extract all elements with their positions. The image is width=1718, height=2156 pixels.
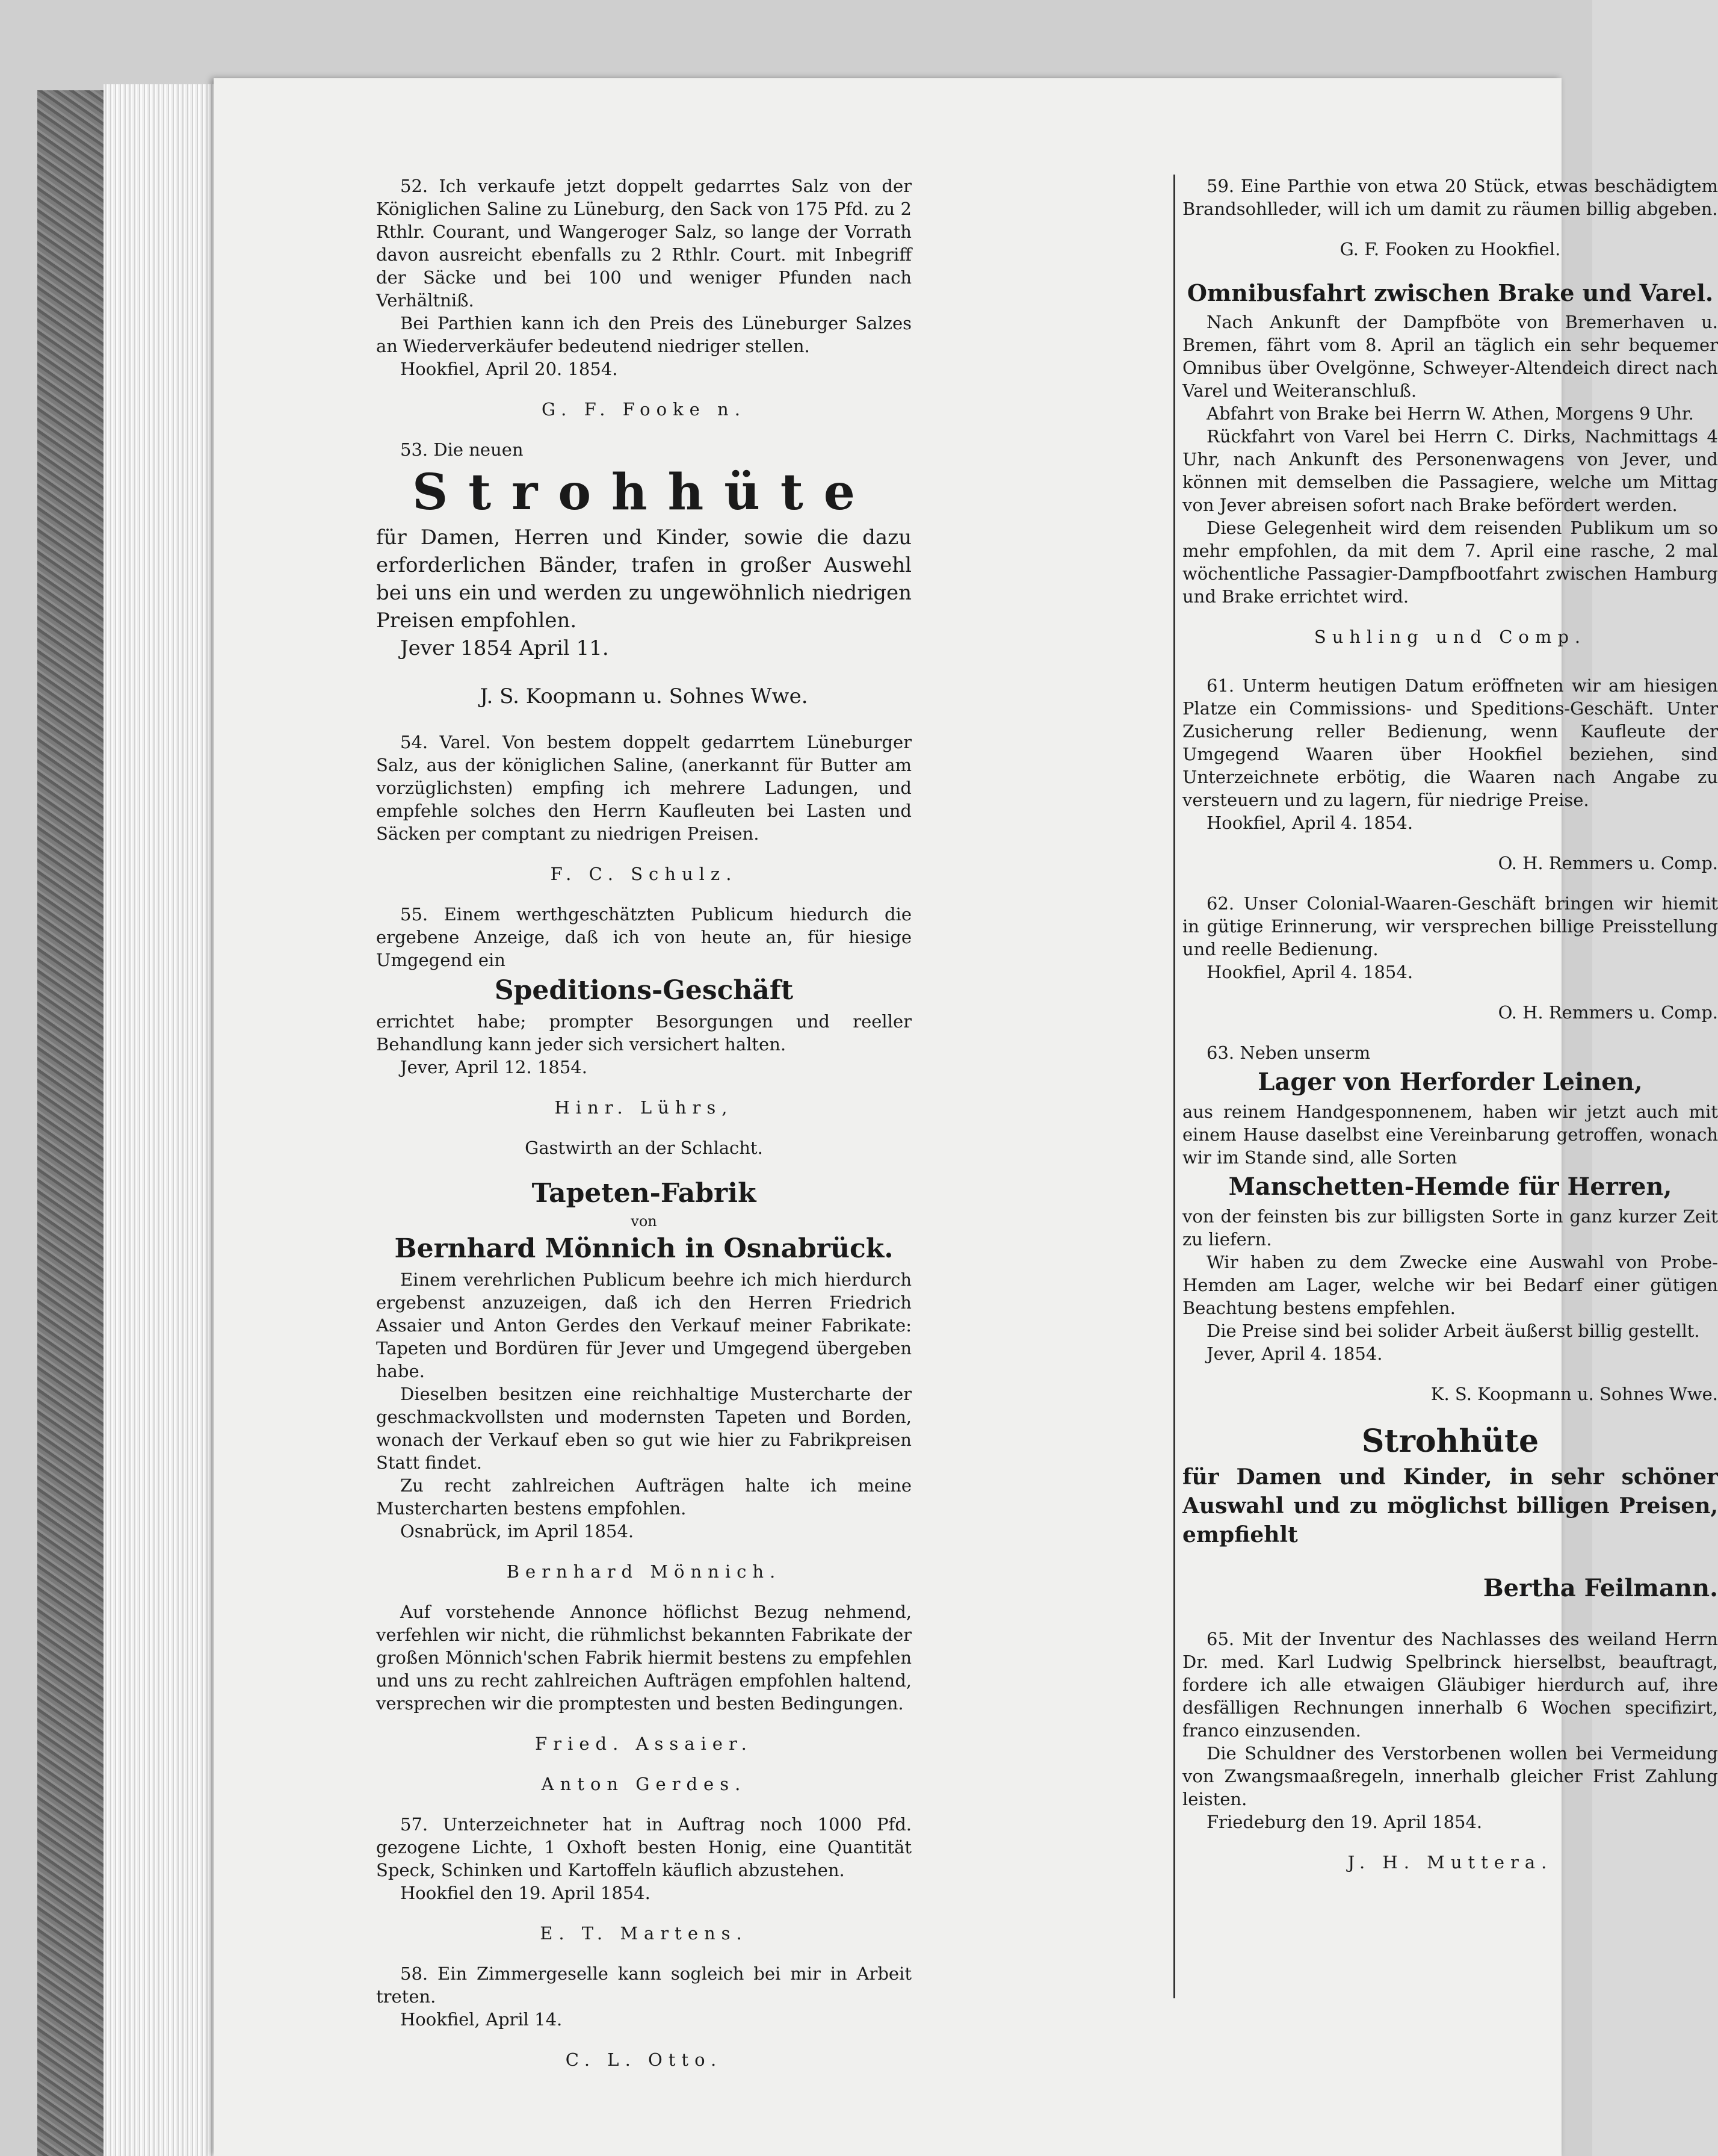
advert-date: Jever 1854 April 11. bbox=[400, 636, 609, 660]
advert-text: Bei Parthien kann ich den Preis des Lüneburger Salzes an Wiederverkäufer bedeutend niedriger stellen. bbox=[376, 313, 912, 356]
advert-text: Wir haben zu dem Zwecke eine Auswahl von Probe-Hemden am Lager, welche wir bei Bedarf einer gütigen Beachtung bestens empfehlen. bbox=[1182, 1252, 1718, 1318]
advert-text: 62. Unser Colonial-Waaren-Geschäft bringen wir hiemit in gütige Erinnerung, wir versprechen billige Preisstellung und reelle Bedienung. bbox=[1182, 893, 1718, 959]
advert-53 bbox=[376, 438, 912, 710]
advert-56 bbox=[376, 1177, 912, 1795]
advert-headline: Omnibusfahrt zwischen Brake und Varel. bbox=[1187, 279, 1714, 306]
advert-59 bbox=[1182, 175, 1718, 261]
left-column bbox=[376, 175, 912, 2089]
advert-62 bbox=[1182, 892, 1718, 1024]
advert-date: Osnabrück, im April 1854. bbox=[400, 1521, 634, 1541]
advert-signature: J. H. Muttera. bbox=[1347, 1852, 1553, 1873]
advert-signature: Bernhard Mönnich. bbox=[506, 1561, 782, 1582]
advert-signature: G. F. Fooken zu Hookfiel. bbox=[1339, 239, 1561, 259]
advert-text: Die Preise sind bei solider Arbeit äußerst billig gestellt. bbox=[1207, 1321, 1700, 1341]
advert-intro: 53. Die neuen bbox=[400, 439, 524, 460]
advert-signature: J. S. Koopmann u. Sohnes Wwe. bbox=[480, 684, 808, 708]
advert-headline: Strohhüte bbox=[412, 463, 876, 521]
advert-signature: G. F. Fooke n. bbox=[542, 399, 746, 420]
advert-text: Abfahrt von Brake bei Herrn W. Athen, Morgens 9 Uhr. bbox=[1207, 403, 1694, 424]
advert-text: Dieselben besitzen eine reichhaltige Mustercharte der geschmackvollsten und modernsten Tapeten und Borden, wonach der Verkauf eben so gut wie hier zu Fabrikpreisen Statt findet. bbox=[376, 1384, 912, 1473]
advert-signature: Anton Gerdes. bbox=[541, 1774, 747, 1794]
advert-signature: E. T. Martens. bbox=[540, 1923, 748, 1944]
advert-text: aus reinem Handgesponnenem, haben wir jetzt auch mit einem Hause daselbst eine Vereinbarung getroffen, wonach wir im Stande sind, alle Sorten bbox=[1182, 1101, 1718, 1168]
advert-headline: Speditions-Geschäft bbox=[494, 975, 794, 1006]
advert-signature: Suhling und Comp. bbox=[1314, 627, 1587, 647]
advert-55 bbox=[376, 903, 912, 1159]
advert-firm-name: Bernhard Mönnich in Osnabrück. bbox=[394, 1233, 894, 1264]
advert-signature-title: Gastwirth an der Schlacht. bbox=[525, 1138, 763, 1158]
advert-date: Hookfiel, April 4. 1854. bbox=[1207, 813, 1414, 833]
advert-text: 54. Varel. Von bestem doppelt gedarrtem Lüneburger Salz, aus der königlichen Saline, (anerkannt für Butter am vorzüglichsten) empfing ich mehrere Ladungen, und empfehle solches den Herrn Kaufleuten bei Lasten und Säcken per comptant zu niedrigen Preisen. bbox=[376, 732, 912, 844]
advert-text: 58. Ein Zimmergeselle kann sogleich bei mir in Arbeit treten. bbox=[376, 1963, 912, 2007]
advert-text: für Damen und Kinder, in sehr schöner Auswahl und zu möglichst billigen Preisen, empfiehlt bbox=[1182, 1464, 1718, 1547]
advert-61 bbox=[1182, 674, 1718, 875]
advert-date: Friedeburg den 19. April 1854. bbox=[1207, 1812, 1483, 1832]
advert-signature: C. L. Otto. bbox=[565, 2049, 723, 2070]
advert-text: Diese Gelegenheit wird dem reisenden Publikum um so mehr empfohlen, da mit dem 7. April eine rasche, 2 mal wöchentliche Passagier-Dampfbootfahrt zwischen Hamburg und Brake errichtet wird. bbox=[1182, 518, 1718, 607]
advert-63 bbox=[1182, 1041, 1718, 1405]
advert-text: 61. Unterm heutigen Datum eröffneten wir am hiesigen Platze ein Commissions- und Speditions-Geschäft. Unter Zusicherung reller Bedienung, wenn Kaufleute der Umgegend Waaren über Hookfiel beziehen, sind Unterzeichnete erbötig, die Waaren nach Angabe zu versteuern und zu lagern, für niedrige Preise. bbox=[1182, 675, 1718, 810]
advert-text: Rückfahrt von Varel bei Herrn C. Dirks, Nachmittags 4 Uhr, nach Ankunft des Personenwagens von Jever, und können mit demselben die Passagiere, welche um Mittag von Jever abreisen sofort nach Brake befördert werden. bbox=[1182, 426, 1718, 515]
advert-signature: K. S. Koopmann u. Sohnes Wwe. bbox=[1430, 1384, 1718, 1404]
advert-60 bbox=[1182, 278, 1718, 648]
advert-date: Hookfiel, April 14. bbox=[400, 2009, 563, 2030]
advert-date: Jever, April 4. 1854. bbox=[1207, 1343, 1383, 1364]
advert-date: Hookfiel, April 20. 1854. bbox=[400, 359, 618, 379]
advert-date: Jever, April 12. 1854. bbox=[400, 1057, 587, 1077]
advert-58 bbox=[376, 1962, 912, 2071]
advert-text: Zu recht zahlreichen Aufträgen halte ich meine Mustercharten bestens empfohlen. bbox=[376, 1475, 912, 1519]
advert-text: 52. Ich verkaufe jetzt doppelt gedarrtes Salz von der Königlichen Saline zu Lüneburg, den Sack von 175 Pfd. zu 2 Rthlr. Courant, und Wangeroger Salz, so lange der Vorrath davon ausreicht ebenfalls zu 2 Rthlr. Court. mit Inbegriff der Säcke und bei 100 und weniger Pfunden nach Verhältniß. bbox=[376, 176, 912, 311]
advert-text: von der feinsten bis zur billigsten Sorte in ganz kurzer Zeit zu liefern. bbox=[1182, 1206, 1718, 1250]
right-column bbox=[1182, 175, 1718, 1891]
advert-text: für Damen, Herren und Kinder, sowie die dazu erforderlichen Bänder, trafen in großer Auswehl bei uns ein und werden zu ungewöhnlich niedrigen Preisen empfohlen. bbox=[376, 525, 912, 633]
advert-text: Auf vorstehende Annonce höflichst Bezug nehmend, verfehlen wir nicht, die rühmlichst bekannten Fabrikate der großen Mönnich'schen Fabrik hiermit bestens zu empfehlen und uns zu recht zahlreichen Aufträgen empfohlen haltend, versprechen wir die promptesten und besten Bedingungen. bbox=[376, 1602, 912, 1714]
advert-headline: Tapeten-Fabrik bbox=[531, 1178, 756, 1209]
advert-von: von bbox=[631, 1213, 657, 1230]
advert-signature: O. H. Remmers u. Comp. bbox=[1498, 853, 1718, 873]
advert-text: Die Schuldner des Verstorbenen wollen bei Vermeidung von Zwangsmaaßregeln, innerhalb gleicher Frist Zahlung leisten. bbox=[1182, 1743, 1718, 1809]
advert-signature: Hinr. Lührs, bbox=[554, 1097, 734, 1118]
advert-date: Hookfiel den 19. April 1854. bbox=[400, 1883, 650, 1903]
advert-signature: Bertha Feilmann. bbox=[1483, 1574, 1718, 1602]
advert-65 bbox=[1182, 1628, 1718, 1874]
advert-text: 55. Einem werthgeschätzten Publicum hiedurch die ergebene Anzeige, daß ich von heute an, für hiesige Umgegend ein bbox=[376, 904, 912, 970]
newspaper-page bbox=[214, 78, 1718, 2156]
advert-text: errichtet habe; prompter Besorgungen und reeller Behandlung kann jeder sich versichert halten. bbox=[376, 1011, 912, 1055]
advert-headline: Lager von Herforder Leinen, bbox=[1258, 1068, 1643, 1096]
page-edges bbox=[104, 84, 224, 2156]
advert-57 bbox=[376, 1813, 912, 1945]
advert-signature: O. H. Remmers u. Comp. bbox=[1498, 1002, 1718, 1023]
advert-text: 59. Eine Parthie von etwa 20 Stück, etwas beschädigtem Brandsohlleder, will ich um damit zu räumen billig abgeben. bbox=[1182, 176, 1718, 219]
column-divider bbox=[1173, 175, 1175, 1998]
advert-52 bbox=[376, 175, 912, 421]
book-cover-marbled bbox=[37, 90, 104, 2156]
advert-headline-2: Manschetten-Hemde für Herren, bbox=[1228, 1172, 1672, 1201]
advert-intro: 63. Neben unserm bbox=[1207, 1042, 1371, 1063]
advert-text: Einem verehrlichen Publicum beehre ich mich hierdurch ergebenst anzuzeigen, daß ich den Herren Friedrich Assaier und Anton Gerdes den Verkauf meiner Fabrikate: Tapeten und Bordüren für Jever und Umgegend übergeben habe. bbox=[376, 1269, 912, 1381]
advert-signature: Fried. Assaier. bbox=[535, 1733, 753, 1754]
advert-signature: F. C. Schulz. bbox=[550, 864, 738, 884]
advert-text: 65. Mit der Inventur des Nachlasses des weiland Herrn Dr. med. Karl Ludwig Spelbrinck hierselbst, beauftragt, fordere ich alle etwaigen Gläubiger hierdurch auf, ihre desfälligen Rechnungen innerhalb 6 Wochen specifizirt, franco einzusenden. bbox=[1182, 1629, 1718, 1741]
advert-text: 57. Unterzeichneter hat in Auftrag noch 1000 Pfd. gezogene Lichte, 1 Oxhoft besten Honig, eine Quantität Speck, Schinken und Kartoffeln käuflich abzustehen. bbox=[376, 1814, 912, 1880]
advert-54 bbox=[376, 731, 912, 885]
advert-64 bbox=[1182, 1423, 1718, 1603]
advert-date: Hookfiel, April 4. 1854. bbox=[1207, 962, 1414, 982]
advert-headline: Strohhüte bbox=[1361, 1423, 1539, 1460]
advert-text: Nach Ankunft der Dampfböte von Bremerhaven u. Bremen, fährt vom 8. April an täglich ein sehr bequemer Omnibus über Ovelgönne, Schweyer-Altendeich direct nach Varel und Weiteranschluß. bbox=[1182, 312, 1718, 401]
